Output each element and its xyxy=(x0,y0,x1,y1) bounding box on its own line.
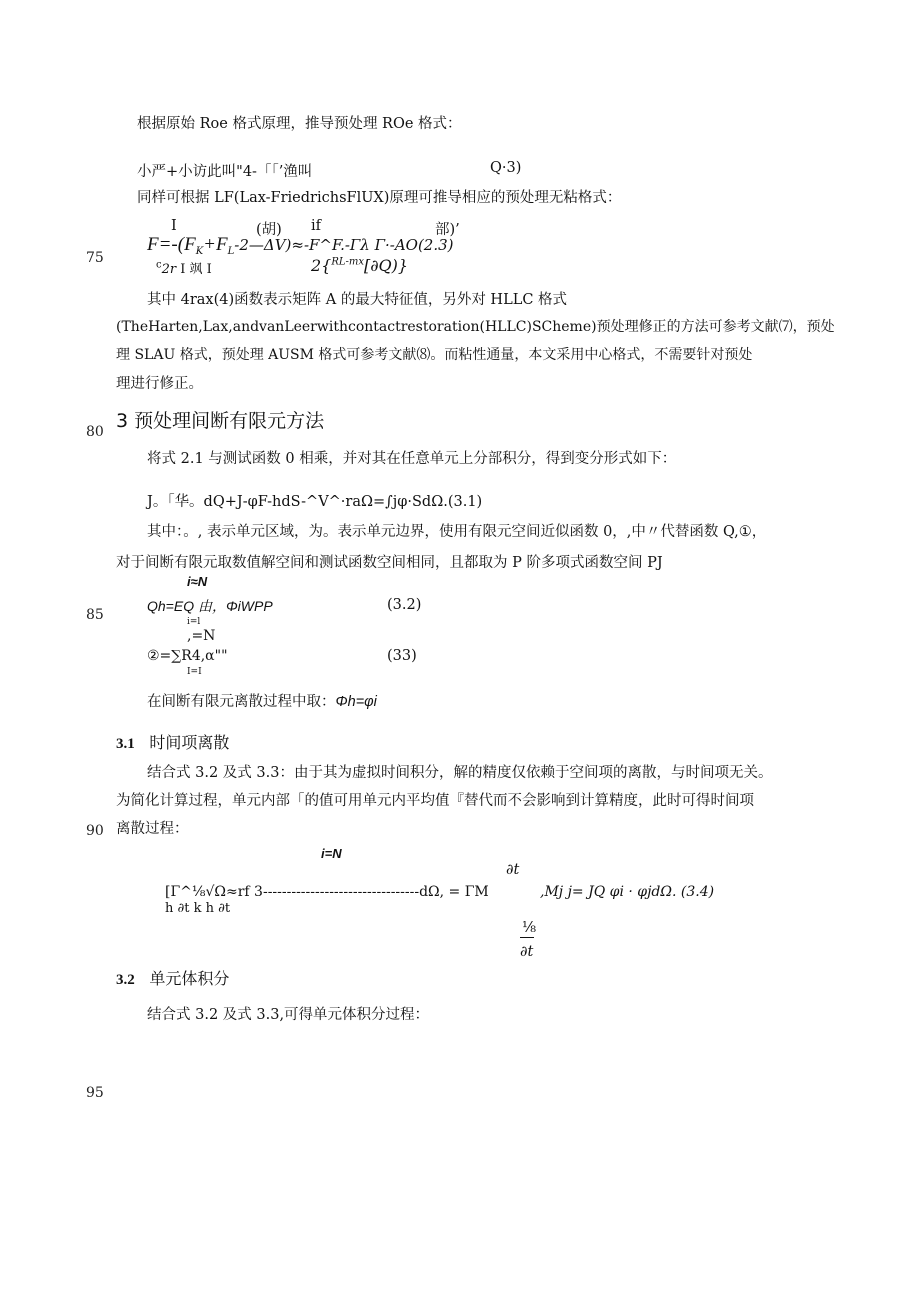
equation-3-3-number: (33) xyxy=(387,648,417,664)
equation-3-2-top: i≈N xyxy=(187,574,208,589)
paragraph-dg-space: 对于间断有限元取数值解空间和测试函数空间相同，且都取为 P 阶多项式函数空间 PJ xyxy=(116,555,663,571)
paragraph-lf-intro: 同样可根据 LF(Lax-FriedrichsFlUX)原理可推导相应的预处理无粘格式： xyxy=(137,190,622,206)
paragraph-dg-choice: 在间断有限元离散过程中取： xyxy=(147,694,336,710)
paragraph-hllc: (TheHarten,Lax,andvanLeerwithcontactrestoration(HLLC)SCheme)预处理修正的方法可参考文献⑺，预处 xyxy=(116,319,835,335)
equation-3-4-below: h ∂t k h ∂t xyxy=(165,901,231,916)
equation-3-3-top: ,=N xyxy=(187,628,216,644)
paragraph-max-eigen: 其中 4rax(4)函数表示矩阵 A 的最大特征值，另外对 HLLC 格式 xyxy=(147,292,568,308)
equation-3-1: J。「华。dQ+J-φF-hdS-^V^·raΩ=∫jφ·SdΩ.(3.1) xyxy=(147,494,483,510)
paragraph-time-2: 为简化计算过程，单元内部「的值可用单元内平均值『替代而不会影响到计算精度，此时可得时间项 xyxy=(116,793,754,809)
line-number-75: 75 xyxy=(86,250,104,266)
equation-3-4-frac-den: ∂t xyxy=(520,944,534,960)
equation-lf-rest: -2—ΔV)≈-F^F.-Γλ Γ·-AO(2.3) xyxy=(234,236,454,254)
equation-3-4-main: [Γ^⅛√Ω≈rf 3---------------------------------dΩ, = ΓM xyxy=(165,884,489,900)
paragraph-correction: 理进行修正。 xyxy=(116,376,203,392)
equation-3-3-main: ②=∑R4,α"" xyxy=(147,648,228,664)
section-3-title: 3 预处理间断有限元方法 xyxy=(116,410,325,432)
equation-lf-top-d: 部)’ xyxy=(435,222,460,238)
equation-3-4-frac-line xyxy=(520,937,534,938)
section-3-1-number: 3.1 xyxy=(116,736,135,752)
equation-lf-bot-f: [∂Q)} xyxy=(364,256,409,275)
equation-roe: 小严+小访此叫"4-「「’渔叫 xyxy=(137,164,313,180)
line-number-85: 85 xyxy=(86,607,104,623)
equation-lf-plus-f: +F xyxy=(203,234,228,255)
equation-lf-sub-k: K xyxy=(195,245,204,257)
paragraph-slau: 理 SLAU 格式，预处理 AUSM 格式可参考文献⑻。而粘性通量，本文采用中心格式，不需要针对预处 xyxy=(116,347,753,363)
equation-lf-top-a: I xyxy=(171,218,177,234)
equation-lf-top-c: if xyxy=(311,218,322,234)
paragraph-roe-intro: 根据原始 Roe 格式原理，推导预处理 ROe 格式： xyxy=(137,116,462,132)
paragraph-dg-choice-formula: Φh=φi xyxy=(335,694,377,710)
equation-3-4-dt-top: ∂t xyxy=(506,862,520,878)
equation-lf-bot-d: 2{ xyxy=(311,256,332,275)
equation-roe-number: Q·3) xyxy=(490,160,522,176)
equation-3-2-main: Qh=EQ 由，ΦiWPP xyxy=(147,598,273,614)
section-3-2-number: 3.2 xyxy=(116,972,135,988)
equation-lf-main: F=-(F xyxy=(147,234,196,255)
equation-lf-bot-b: 2r xyxy=(161,262,177,277)
section-3-2-title: 单元体积分 xyxy=(149,969,230,988)
equation-3-2-number: (3.2) xyxy=(387,597,422,613)
equation-3-4-right: ,Mj j= JQ φi · φjdΩ. (3.4) xyxy=(540,884,715,900)
equation-3-4-frac-num: ⅛ xyxy=(522,920,537,936)
equation-lf-bot-e: RL-mx xyxy=(331,256,365,268)
equation-lf-sub-l: L xyxy=(227,245,235,257)
line-number-95: 95 xyxy=(86,1085,104,1101)
paragraph-where: 其中：。, 表示单元区域，为。表示单元边界，使用有限元空间近似函数 0，,中〃代替函数 Q,①， xyxy=(147,524,767,540)
paragraph-time-3: 离散过程： xyxy=(116,821,189,837)
line-number-90: 90 xyxy=(86,823,104,839)
paragraph-volume-integral: 结合式 3.2 及式 3.3,可得单元体积分过程： xyxy=(147,1007,430,1023)
equation-lf-bot-c: I 飒 I xyxy=(180,262,212,277)
section-3-1-title: 时间项离散 xyxy=(149,733,230,752)
equation-lf-top-b: (胡) xyxy=(256,222,282,238)
line-number-80: 80 xyxy=(86,424,104,440)
equation-3-2-bottom: i=l xyxy=(187,617,201,627)
equation-lf-bot-a: c xyxy=(156,259,162,271)
paragraph-variational: 将式 2.1 与测试函数 0 相乘，并对其在任意单元上分部积分，得到变分形式如下： xyxy=(147,451,677,467)
equation-3-4-top: i=N xyxy=(321,846,342,861)
equation-3-3-bottom: I=I xyxy=(187,667,202,677)
paragraph-time-1: 结合式 3.2 及式 3.3：由于其为虚拟时间积分，解的精度仅依赖于空间项的离散，与时间项无关。 xyxy=(147,765,773,781)
